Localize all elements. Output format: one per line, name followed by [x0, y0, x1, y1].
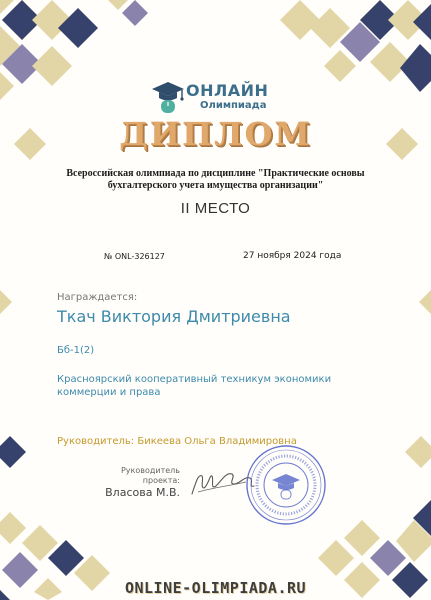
official-seal-stamp	[245, 444, 327, 526]
online-olympiad-logo	[150, 80, 290, 118]
right-middle-diamonds	[386, 128, 431, 468]
place-award: II МЕСТО	[180, 200, 251, 217]
olympiad-subject: Всероссийская олимпиада по дисциплине "Практические основы бухгалтерского учета имущества организации"	[66, 168, 365, 191]
student-group: Бб-1(2)	[57, 345, 95, 356]
graduation-cap-mouse-icon	[150, 80, 186, 114]
awarded-label: Награждается:	[57, 292, 138, 303]
logo-text-online: ОНЛАЙН	[186, 81, 269, 100]
left-middle-diamonds	[0, 128, 46, 468]
diploma-number: № ONL-326127	[104, 252, 165, 261]
footer-site-url: ONLINE-OLIMPIADA.RU	[124, 579, 307, 597]
project-manager-label: Руководитель проекта:	[120, 466, 180, 485]
diploma-title: ДИПЛОМ	[119, 115, 312, 153]
project-manager-name: Власова М.В.	[105, 486, 180, 499]
institution-name: Красноярский кооперативный техникум экономики коммерции и права	[57, 374, 332, 398]
logo-text-olympiad: Олимпиада	[200, 100, 267, 111]
supervisor: Руководитель: Бикеева Ольга Владимировна	[57, 436, 297, 447]
diploma-date: 27 ноября 2024 года	[243, 251, 342, 261]
recipient-name: Ткач Виктория Дмитриевна	[57, 307, 291, 326]
